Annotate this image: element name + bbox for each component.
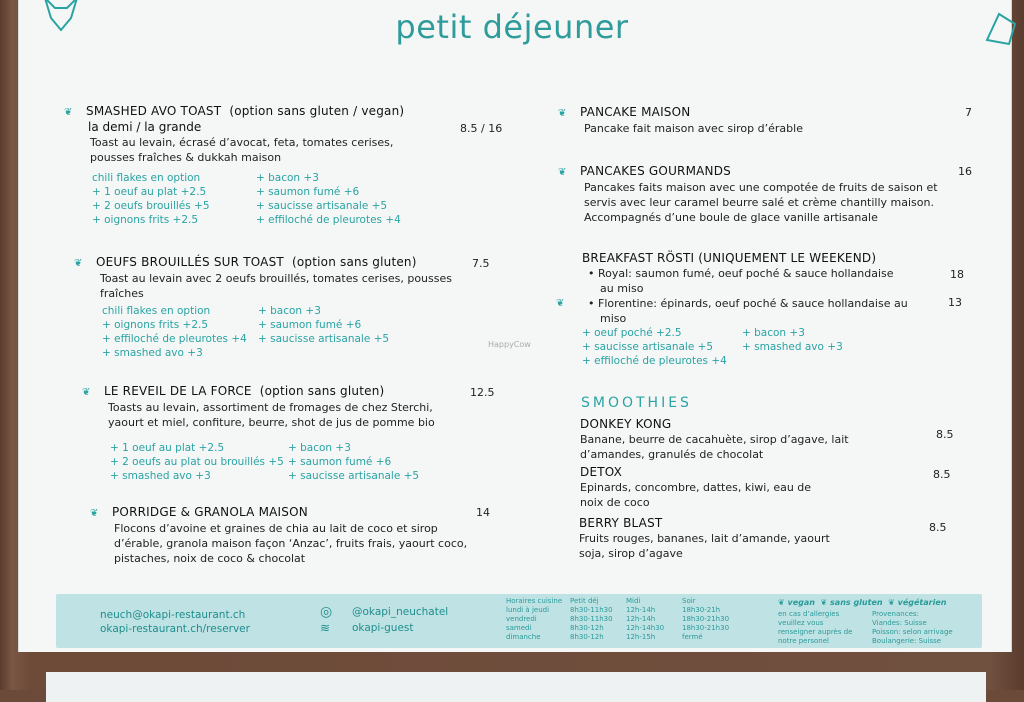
- option: + bacon +3: [256, 172, 319, 184]
- item-desc: Florentine: épinards, oeuf poché & sauce hollandaise au: [598, 297, 908, 310]
- item-reveil: [82, 384, 482, 430]
- item-desc: soja, sirop d’agave: [579, 547, 683, 560]
- option: + 2 oeufs brouillés +5: [92, 200, 210, 212]
- watermark: HappyCow: [488, 340, 531, 349]
- item-oeufs: [74, 255, 474, 301]
- email-link[interactable]: neuch@okapi-restaurant.ch: [100, 609, 246, 621]
- option: + effiloché de pleurotes +4: [102, 333, 247, 345]
- item-desc: Accompagnés d’une boule de glace vanille artisanale: [584, 211, 878, 224]
- item-rosti: BREAKFAST RÖSTI (UNIQUEMENT LE WEEKEND) • Royal: saumon fumé, oeuf poché & sauce hollandaise au miso • Florentine: épinards, oeuf poché & sauce hollandaise au miso: [582, 251, 922, 326]
- item-smashed-avo: [64, 104, 504, 165]
- item-name: DETOX: [580, 465, 623, 479]
- option: + smashed avo +3: [742, 341, 843, 353]
- reserve-link[interactable]: okapi-restaurant.ch/reserver: [100, 623, 250, 635]
- option: chili flakes en option: [102, 305, 211, 317]
- vegetarian-leaf-icon: ❦: [556, 298, 565, 309]
- item-name: PORRIDGE & GRANOLA MAISON: [112, 505, 308, 519]
- item-desc: Pancakes faits maison avec une compotée de fruits de saison et: [584, 181, 938, 194]
- item-price: 8.5 / 16: [460, 122, 503, 135]
- item-desc: d’amandes, granulés de chocolat: [580, 448, 764, 461]
- item-gourmands: [558, 164, 958, 225]
- hours-col: Petit déj 8h30-11h30 8h30-11h30 8h30-12h 8h30-12h: [570, 597, 613, 641]
- item-desc: Toast au levain avec 2 oeufs brouillés, tomates cerises, pousses: [100, 272, 452, 285]
- item-desc: servis avec leur caramel beurre salé et crème chantilly maison.: [584, 196, 934, 209]
- option: + oeuf poché +2.5: [582, 327, 682, 339]
- item-price: 16: [958, 165, 972, 178]
- item-price: 14: [476, 506, 490, 519]
- instagram-icon: ◎: [320, 604, 333, 620]
- option: + 2 oeufs au plat ou brouillés +5: [110, 456, 284, 468]
- item-sizes: la demi / la grande: [88, 120, 202, 134]
- instagram-handle[interactable]: @okapi_neuchatel: [352, 606, 449, 618]
- item-desc: Flocons d’avoine et graines de chia au lait de coco et sirop: [114, 522, 438, 535]
- item-desc: fraîches: [100, 287, 144, 300]
- provenances-note: Provenances: Viandes: Suisse Poisson: selon arrivage Boulangerie: Suisse: [872, 610, 953, 645]
- option: + saumon fumé +6: [258, 319, 362, 331]
- hours-col: Midi 12h-14h 12h-14h 12h-14h30 12h-15h: [626, 597, 665, 641]
- option: + saucisse artisanale +5: [288, 470, 420, 482]
- vegan-leaf-icon: ❦: [64, 107, 73, 118]
- option: + oignons frits +2.5: [92, 214, 199, 226]
- item-price: 12.5: [470, 386, 495, 399]
- option: + smashed avo +3: [102, 347, 203, 359]
- second-sheet: [46, 672, 986, 702]
- option: + effiloché de pleurotes +4: [582, 355, 727, 367]
- smoothies-heading: SMOOTHIES: [581, 395, 692, 411]
- option: + 1 oeuf au plat +2.5: [92, 186, 207, 198]
- page-title: petit déjeuner: [395, 8, 629, 46]
- item-desc: Royal: saumon fumé, oeuf poché & sauce hollandaise: [598, 267, 894, 280]
- item-desc: noix de coco: [580, 496, 650, 509]
- footer-bar: [56, 594, 982, 648]
- item-pancake: [558, 105, 958, 136]
- item-berry-blast: [579, 516, 879, 561]
- item-price: 13: [948, 296, 962, 309]
- item-desc: Epinards, concombre, dattes, kiwi, eau de: [580, 481, 812, 494]
- option: + bacon +3: [742, 327, 805, 339]
- item-donkey-kong: [580, 417, 880, 462]
- vegetarian-leaf-icon: ❦: [82, 387, 91, 398]
- item-desc: pousses fraîches & dukkah maison: [90, 151, 282, 164]
- hours-col: Soir 18h30-21h 18h30-21h30 18h30-21h30 fermé: [682, 597, 730, 641]
- option: + smashed avo +3: [110, 470, 211, 482]
- item-desc: Fruits rouges, bananes, lait d’amande, yaourt: [579, 532, 830, 545]
- item-desc: au miso: [600, 282, 644, 295]
- diet-legend: ❦ vegan ❦ sans gluten ❦ végétarien: [778, 598, 947, 607]
- option: + saucisse artisanale +5: [258, 333, 390, 345]
- hours-col: Horaires cuisine lundi à jeudi vendredi samedi dimanche: [506, 597, 563, 641]
- item-name: SMASHED AVO TOAST: [86, 104, 222, 118]
- item-name: BERRY BLAST: [579, 516, 663, 530]
- vegan-leaf-icon: ❦: [558, 108, 567, 119]
- item-desc: yaourt et miel, confiture, beurre, shot de jus de pomme bio: [108, 416, 435, 429]
- wifi-name: okapi-guest: [352, 622, 414, 634]
- option: + bacon +3: [288, 442, 351, 454]
- option: + effiloché de pleurotes +4: [256, 214, 401, 226]
- vegan-leaf-icon: ❦: [558, 167, 567, 178]
- option: + oignons frits +2.5: [102, 319, 209, 331]
- item-desc: pistaches, noix de coco & chocolat: [114, 552, 306, 565]
- item-name: OEUFS BROUILLÉS SUR TOAST: [96, 255, 284, 269]
- option: chili flakes en option: [92, 172, 201, 184]
- item-price: 8.5: [933, 468, 951, 481]
- item-note: (option sans gluten / vegan): [229, 104, 405, 118]
- item-price: 8.5: [936, 428, 954, 441]
- item-name: DONKEY KONG: [580, 417, 672, 431]
- item-name: LE REVEIL DE LA FORCE: [104, 384, 252, 398]
- option: + 1 oeuf au plat +2.5: [110, 442, 225, 454]
- item-name: PANCAKE MAISON: [580, 105, 691, 119]
- item-desc: Toast au levain, écrasé d’avocat, feta, tomates cerises,: [90, 136, 394, 149]
- vegetarian-leaf-icon: ❦: [74, 258, 83, 269]
- item-desc: Pancake fait maison avec sirop d’érable: [584, 122, 803, 135]
- item-desc: Toasts au levain, assortiment de fromages de chez Sterchi,: [108, 401, 433, 414]
- item-price: 7.5: [472, 257, 490, 270]
- option: + saucisse artisanale +5: [582, 341, 714, 353]
- item-porridge: [90, 505, 490, 566]
- vegan-leaf-icon: ❦: [90, 508, 99, 519]
- allergies-note: en cas d’allergies veuillez vous renseigner auprès de notre personel: [778, 610, 853, 645]
- item-note: (option sans gluten): [291, 255, 417, 269]
- item-detox: [580, 465, 880, 510]
- item-note: (option sans gluten): [259, 384, 385, 398]
- item-name: BREAKFAST RÖSTI (UNIQUEMENT LE WEEKEND): [582, 251, 877, 265]
- item-price: 7: [965, 106, 972, 119]
- option: + saucisse artisanale +5: [256, 200, 388, 212]
- option: + saumon fumé +6: [288, 456, 392, 468]
- wifi-icon: ≋: [320, 621, 331, 635]
- item-desc: miso: [600, 312, 627, 325]
- item-price: 8.5: [929, 521, 947, 534]
- option: + saumon fumé +6: [256, 186, 360, 198]
- item-name: PANCAKES GOURMANDS: [580, 164, 731, 178]
- item-desc: d’érable, granola maison façon ‘Anzac’, fruits frais, yaourt coco,: [114, 537, 468, 550]
- option: + bacon +3: [258, 305, 321, 317]
- item-price: 18: [950, 268, 964, 281]
- item-desc: Banane, beurre de cacahuète, sirop d’agave, lait: [580, 433, 849, 446]
